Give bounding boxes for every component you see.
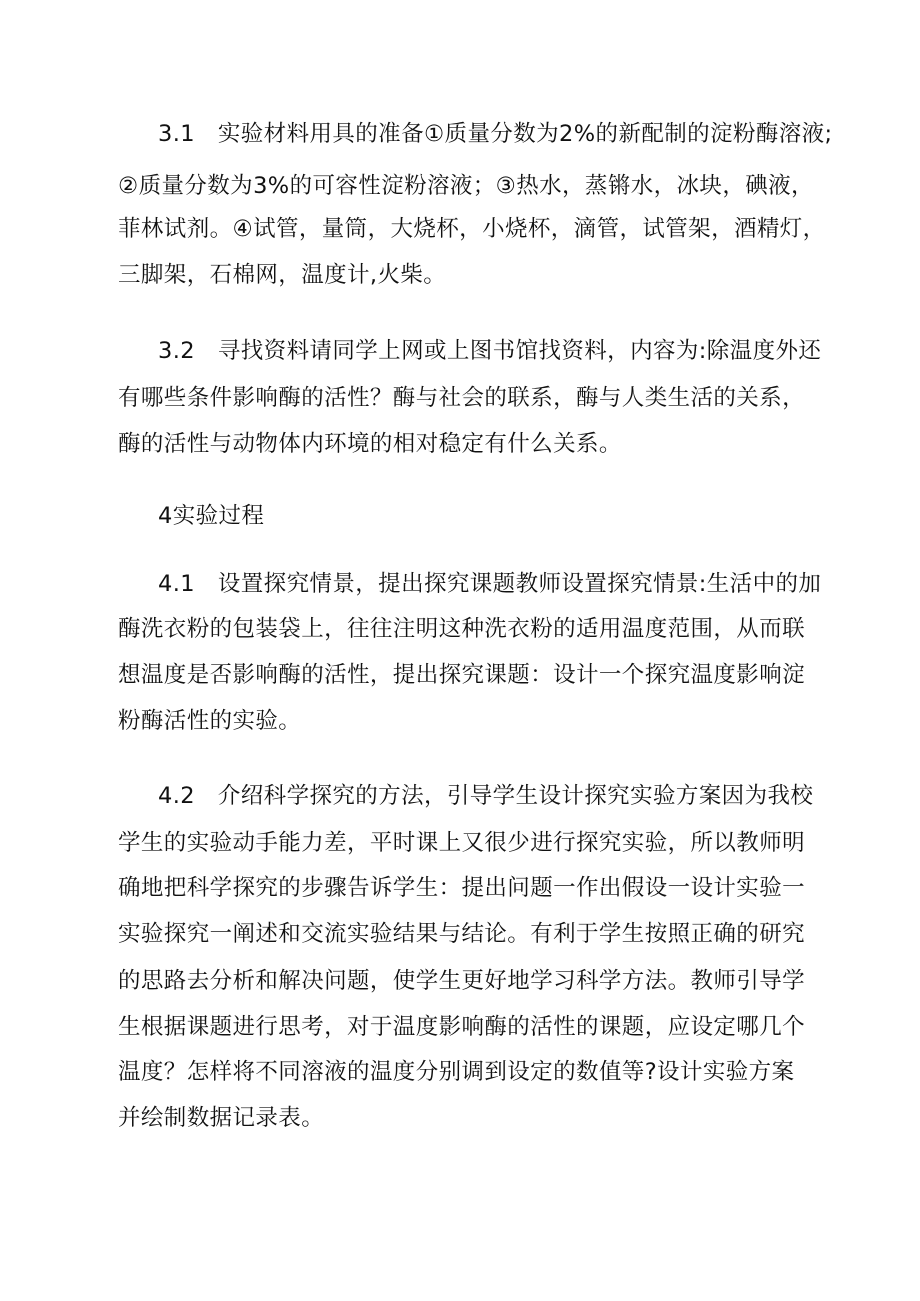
paragraph-3-2-line-2: 有哪些条件影响酶的活性？酶与社会的联系，酶与人类生活的关系， [118,385,806,411]
paragraph-4-2-line-5: 的思路去分析和解决问题，使学生更好地学习科学方法。教师引导学 [118,968,806,994]
paragraph-4-1-line-1: 4.1 设置探究情景，提出探究课题教师设置探究情景:生活中的加 [158,571,822,597]
paragraph-3-1-line-3: 菲林试剂。④试管，量筒，大烧杯，小烧杯，滴管，试管架，酒精灯， [118,216,826,242]
paragraph-4-2-line-2: 学生的实验动手能力差，平时课上又很少进行探究实验，所以教师明 [118,830,806,856]
paragraph-4-2-line-3: 确地把科学探究的步骤告诉学生：提出问题一作出假设一设计实验一 [118,875,806,901]
paragraph-3-1-line-4: 三脚架，石棉网，温度计,火柴。 [118,262,447,288]
paragraph-4-2-line-8: 并绘制数据记录表。 [118,1105,325,1131]
paragraph-3-1-line-2: ②质量分数为3%的可容性淀粉溶液；③热水，蒸锵水，冰块，碘液， [118,173,814,199]
paragraph-3-2-line-1: 3.2 寻找资料请同学上网或上图书馆找资料，内容为:除温度外还 [158,338,822,364]
paragraph-4-1-line-4: 粉酶活性的实验。 [118,708,302,734]
paragraph-4-2-line-7: 温度？怎样将不同溶液的温度分别调到设定的数值等?设计实验方案 [118,1059,795,1085]
paragraph-4-2-line-4: 实验探究一阐述和交流实验结果与结论。有利于学生按照正确的研究 [118,921,806,947]
paragraph-4-1-line-2: 酶洗衣粉的包装袋上，往往注明这种洗衣粉的适用温度范围，从而联 [118,616,806,642]
section-heading-4: 4实验过程 [158,503,265,529]
paragraph-4-2-line-6: 生根据课题进行思考，对于温度影响酶的活性的课题，应设定哪几个 [118,1014,806,1040]
paragraph-4-2-line-1: 4.2 介绍科学探究的方法，引导学生设计探究实验方案因为我校 [158,783,814,809]
paragraph-3-1-line-1: 3.1 实验材料用具的准备①质量分数为2%的新配制的淀粉酶溶液; [158,121,833,147]
paragraph-3-2-line-3: 酶的活性与动物体内环境的相对稳定有什么关系。 [118,431,622,457]
paragraph-4-1-line-3: 想温度是否影响酶的活性，提出探究课题：设计一个探究温度影响淀 [118,662,806,688]
